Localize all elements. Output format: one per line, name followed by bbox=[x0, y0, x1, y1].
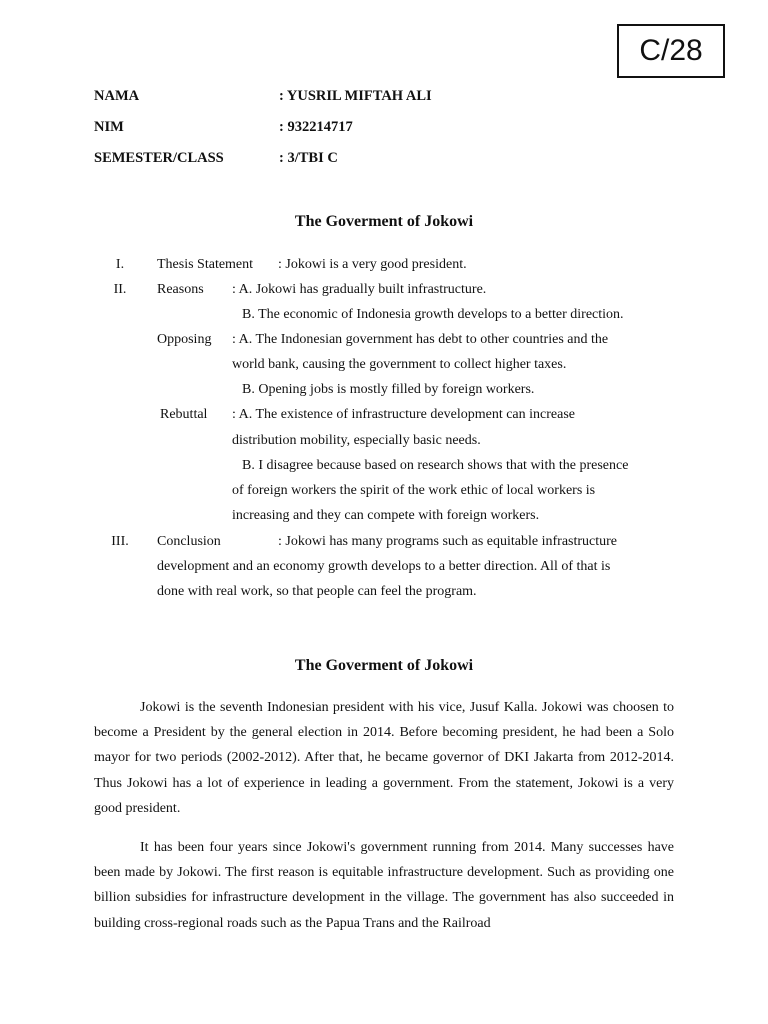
essay-paragraph: It has been four years since Jokowi's government running from 2014. Many successes have been made by Jokowi. The first reason is equitable infrastructure development. Such as providing one billion subsidies for infrastructure development in the village. The government has also succeeded in building cross-regional roads such as the Papua Trans and the Railroad bbox=[94, 840, 674, 931]
essay-body bbox=[94, 695, 674, 950]
outline-text: of foreign workers the spirit of the work ethic of local workers is bbox=[232, 483, 596, 498]
outline-text: : A. Jokowi has gradually built infrastructure. bbox=[232, 282, 487, 297]
outline-text: world bank, causing the government to collect higher taxes. bbox=[232, 357, 567, 372]
essay-paragraph: Jokowi is the seventh Indonesian president with his vice, Jusuf Kalla. Jokowi was choosen to become a President by the general election in 2014. Before becoming president, he had been a Solo mayor for two periods (2002-2012). After that, he became governor of DKI Jakarta from 2012-2014. Thus Jokowi has a lot of experience in leading a government. From the statement, Jokowi is a very good president. bbox=[94, 700, 674, 816]
outline-number: II. bbox=[113, 282, 127, 297]
outline-text: : Jokowi has many programs such as equitable infrastructure bbox=[278, 534, 618, 549]
outline-number: I. bbox=[115, 257, 125, 272]
identity-label: NIM bbox=[94, 119, 124, 135]
outline-number: III. bbox=[111, 534, 129, 549]
outline-label: Opposing bbox=[157, 332, 212, 347]
outline-title: The Goverment of Jokowi bbox=[294, 213, 474, 230]
identity-value: : 932214717 bbox=[279, 119, 353, 135]
outline-text: B. I disagree because based on research shows that with the presence bbox=[242, 458, 629, 473]
identity-label: NAMA bbox=[94, 88, 140, 104]
outline-label: Rebuttal bbox=[160, 407, 208, 422]
identity-row-nim bbox=[94, 119, 694, 150]
identity-label: SEMESTER/CLASS bbox=[94, 150, 224, 166]
essay-title: The Goverment of Jokowi bbox=[294, 657, 474, 674]
outline-text: distribution mobility, especially basic needs. bbox=[232, 433, 481, 448]
outline-text: B. Opening jobs is mostly filled by foreign workers. bbox=[242, 382, 535, 397]
outline-text: increasing and they can compete with foreign workers. bbox=[232, 508, 540, 523]
outline-text: : A. The existence of infrastructure development can increase bbox=[232, 407, 575, 422]
identity-block bbox=[94, 88, 694, 181]
outline-label: Conclusion bbox=[157, 534, 221, 549]
outline-label: Thesis Statement bbox=[157, 257, 254, 272]
outline-text: development and an economy growth develops to a better direction. All of that is bbox=[157, 559, 611, 574]
outline-text: done with real work, so that people can feel the program. bbox=[157, 584, 477, 599]
identity-value: : YUSRIL MIFTAH ALI bbox=[279, 88, 432, 104]
outline-text: : A. The Indonesian government has debt to other countries and the bbox=[232, 332, 609, 347]
outline-label: Reasons bbox=[157, 282, 204, 297]
code-box: C/28 bbox=[617, 24, 725, 78]
identity-row-class bbox=[94, 150, 694, 181]
identity-value: : 3/TBI C bbox=[279, 150, 338, 166]
outline-text: : Jokowi is a very good president. bbox=[278, 257, 467, 272]
outline-text: B. The economic of Indonesia growth develops to a better direction. bbox=[242, 307, 624, 322]
identity-row-name bbox=[94, 88, 694, 119]
